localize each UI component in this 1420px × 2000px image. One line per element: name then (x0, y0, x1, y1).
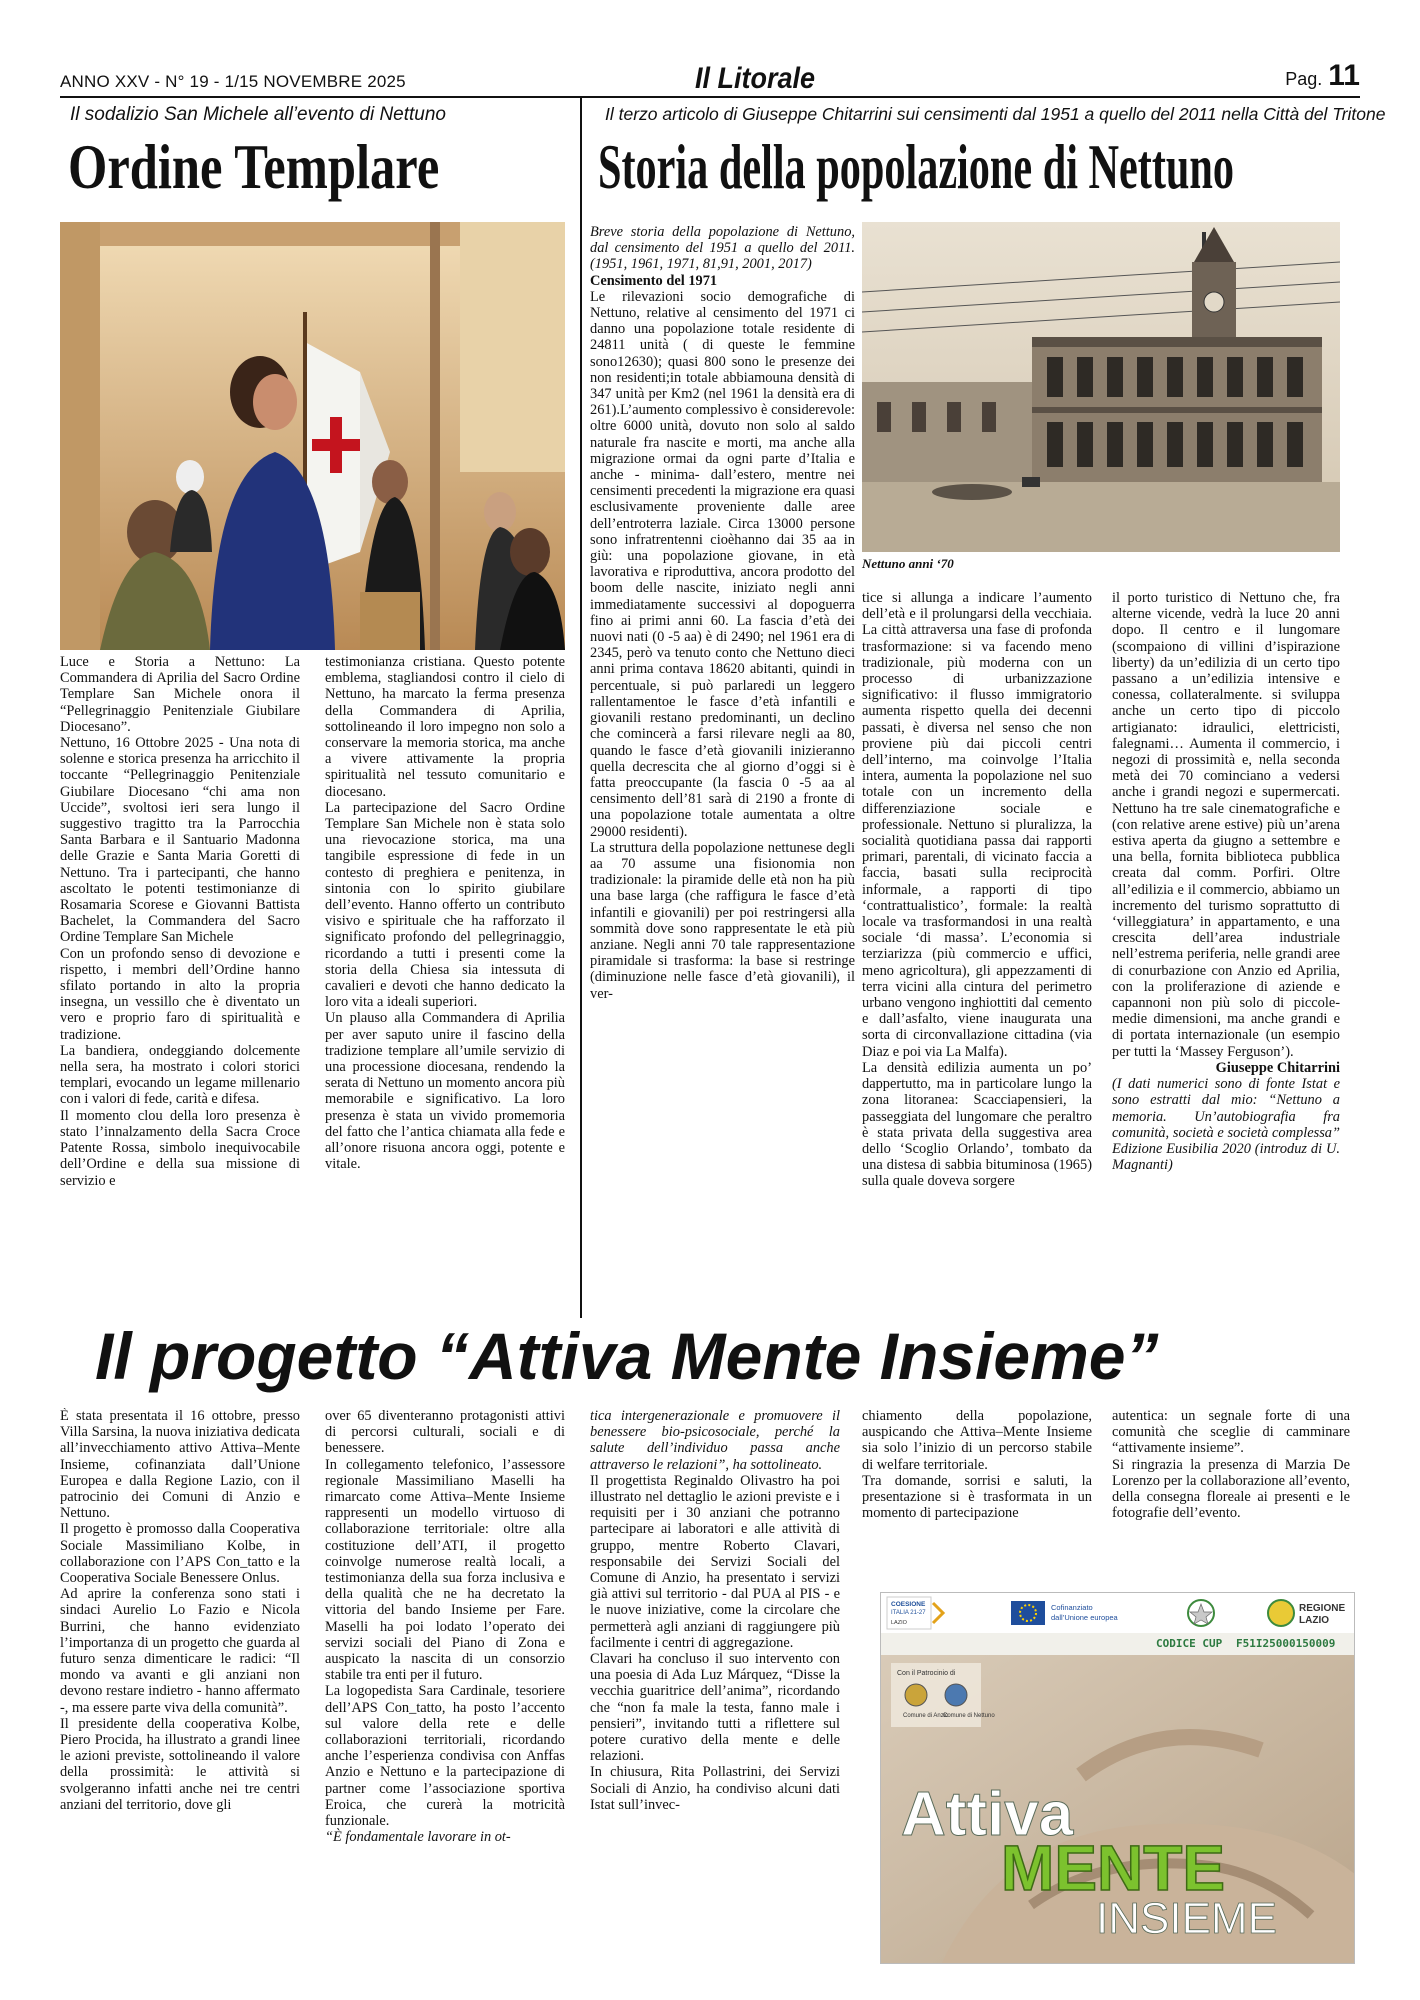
svg-text:Comune di Anzio: Comune di Anzio (903, 1713, 949, 1719)
svg-text:COESIONE: COESIONE (891, 1601, 926, 1608)
svg-text:LAZIO: LAZIO (891, 1620, 907, 1626)
page-number: Pag. 11 (1285, 59, 1360, 92)
paragraph: Un plauso alla Commandera di Aprilia per aver saputo unire il fascino della tradizione templare all’umile servizio di una processione diocesana, rendendo la serata di Nettuno un momento ancora più memorabile e significativo. La loro presenza è stata un vivido promemoria del fatto che l’antica chiamata alla fede e all’onore risuona ancora oggi, potente e vitale. (325, 1010, 565, 1173)
eu-flag-logo (1011, 1601, 1119, 1625)
attiva-column-4 (862, 1408, 1092, 1588)
coesione-logo (887, 1597, 943, 1629)
paragraph: In collegamento telefonico, l’assessore regionale Massimiliano Maselli ha rimarcato come Attiva–Mente Insieme rappresenti un modello virtuoso di collaborazione territoriale: oltre alla costituzione dell’ATI, il progetto coinvolge numerose realtà locali, a testimonianza della sua forza inclusiva e della qualità che ne ha decretato la vittoria del bando Insieme per Fare. Maselli ha poi lodato l’operato dei servizi sociali del Piano di Zona e auspicato la nascita di un consorzio stabile tra enti per il futuro. (325, 1456, 565, 1684)
attiva-headline: Il progetto “Attiva Mente Insieme” (95, 1319, 1159, 1393)
paragraph: In chiusura, Rita Pollastrini, dei Servizi Sociali di Anzio, ha condiviso alcuni dati Istat sull’invec- (590, 1764, 840, 1813)
popolazione-column-3 (1112, 590, 1340, 1314)
cup-bar (881, 1633, 1354, 1655)
logo-strip (881, 1593, 1354, 1633)
templare-column-2 (325, 654, 565, 1316)
paragraph: autentica: un segnale forte di una comunità che sceglie di camminare “attivamente insieme”. (1112, 1408, 1350, 1457)
paragraph: Le rilevazioni socio demografiche di Nettuno, relative al censimento del 1971 ci danno una popolazione totale residente di 24811 unità ( di queste le femmine sono12630); quasi 800 sono le presenze dei non residenti;in totale abbiamouna densità di 347 unità per Km2 (nel 1961 la densità era di 261).L’aumento complessivo è considerevole: oltre 6000 unità, dovuto non solo al saldo naturale fra nascite e morti, ma anche alla migrazione ormai da ogni parte d’Italia e anche - minima- dall’estero, mentre nei censimenti precedenti la migrazione era quasi esclusivamente proveniente dalle aree dell’entroterra laziale. Circa 13000 persone sono infratrentenni cioèhanno dai 35 aa in giù: una popolazione giovane, in età lavorativa e riproduttiva, ancora prodotto del boom delle nascite, iniziato negli anni immediatamente successivi al dopoguerra fino ai primi anni 60. La fascia d’età dei nuovi nati (0 -5 aa) è di 2490; nel 1961 era di 2345, però va tenuto conto che Nettuno dieci anni prima contava 18620 abitanti, quindi in percentuale, si può parlaredi un leggero rallentamentoe le fasce d’età infantili e giovanili restano predominanti, un declino che comincerà a farsi rilevare negli aa 80, quando le fasce d’età giovanili inizieranno quella decrescita che al giorno d’oggi si è fatta preoccupante (la fascia 0 -5 aa al censimento dell’81 sarà di 2190 a fronte di una popolazione totale aumentata a oltre 29000 residenti). (590, 288, 855, 840)
issue-line: ANNO XXV - N° 19 - 1/15 NOVEMBRE 2025 (60, 72, 406, 91)
paragraph: Luce e Storia a Nettuno: La Commandera di Aprilia del Sacro Ordine Templare San Michele onora il “Pellegrinaggio Penitenziale Giubilare Diocesano”. (60, 654, 300, 735)
paragraph: over 65 diventeranno protagonisti attivi di percorsi culturali, sociali e di benessere. (325, 1408, 565, 1457)
attiva-column-1 (60, 1408, 300, 1968)
paragraph: tica intergenerazionale e promuovere il benessere bio-psicosociale, perché la salute dell’individuo passa anche attraverso le relazioni”, ha sottolineato. (590, 1408, 840, 1473)
popolazione-column-1 (590, 224, 855, 1314)
paragraph: “È fondamentale lavorare in ot- (325, 1829, 511, 1846)
cup-code: F51I25000150009 (1236, 1637, 1336, 1650)
column-divider (580, 98, 582, 1318)
paragraph: Con un profondo senso di devozione e rispetto, i membri dell’Ordine hanno sfilato portando in alto la propria insegna, un vessillo che è diventato un vero e proprio faro di spiritualità e tradizione. (60, 945, 300, 1043)
popolazione-kicker: Il terzo articolo di Giuseppe Chitarrini sui censimenti dal 1951 a quello del 2011 nella Città del Tritone (605, 104, 1386, 124)
nettuno-photo (862, 222, 1340, 552)
regione-lazio-logo (1268, 1600, 1345, 1626)
word-mente: MENTE (1001, 1832, 1225, 1904)
paragraph: La logopedista Sara Cardinale, tesoriere dell’APS Con_tatto, ha posto l’accento sul valore della rete e delle collaborazioni territoriali, ricordando anche l’esperienza condivisa con Anffas Anzio e Nettuno e la partecipazione di partner come l’associazione sportiva Eroica, che curerà la motricità funzionale. (325, 1683, 565, 1830)
popolazione-column-2 (862, 590, 1092, 1314)
paragraph: Il momento clou della loro presenza è stato l’innalzamento della Sacra Croce Patente Rossa, simbolo inequivocabile dell’Ordine e della sua missione di servizio e (60, 1107, 300, 1189)
paragraph: La struttura della popolazione nettunese degli aa 70 assume una fisionomia non tradizionale: la piramide delle età non ha più una base larga (che raffigura le fasce d’età infantili e giovanili) per poi restringersi alla sommità dove sono rappresentate le età più anziane. Negli anni 70 tale rappresentazione piramidale si trasforma: la base si restringe (diminuzione nelle fasce d’età giovanili), il ver- (590, 839, 855, 1002)
paragraph: Il progettista Reginaldo Olivastro ha poi illustrato nel dettaglio le azioni previste e i requisiti per i 30 anziani che potranno partecipare ai laboratori e alle attività di gruppo, mentre Roberto Clavari, responsabile dei Servizi Sociali del Comune di Anzio, ha presentato i servizi già attivi sul territorio - dal PUA al PIS - e le nuove iniziative, come la circolare che permetterà agli anziani di raggiungere più facilmente i centri di aggregazione. (590, 1472, 840, 1651)
cup-label: CODICE CUP (1156, 1637, 1223, 1650)
svg-text:LAZIO: LAZIO (1299, 1615, 1329, 1626)
subhead: Censimento del 1971 (590, 272, 718, 289)
svg-text:REGIONE: REGIONE (1299, 1603, 1346, 1614)
attiva-mente-banner (880, 1592, 1355, 1964)
svg-text:ITALIA 21-27: ITALIA 21-27 (891, 1610, 926, 1616)
templare-column-1 (60, 654, 300, 1316)
word-attiva: Attiva (901, 1780, 1074, 1849)
paragraph: È stata presentata il 16 ottobre, presso Villa Sarsina, la nuova iniziativa dedicata all’invecchiamento attivo Attiva–Mente Insieme, cofinanziata dall’Unione Europea e dalla Regione Lazio, con il patrocinio dei Comuni di Anzio e Nettuno. (60, 1408, 300, 1522)
masthead (60, 59, 1360, 96)
templare-headline: Ordine Templare (68, 131, 440, 202)
templare-kicker: Il sodalizio San Michele all’evento di Nettuno (70, 104, 446, 125)
svg-text:Cofinanziato: Cofinanziato (1051, 1603, 1093, 1612)
paragraph: Nettuno, 16 Ottobre 2025 - Una nota di solenne e storica presenza ha arricchito il toccante “Pellegrinaggio Penitenziale Giubilare Diocesano “chi ama non Uccide”, svoltosi ieri sera lungo il suggestivo tragitto tra la Parrocchia Santa Barbara e il Santuario Madonna delle Grazie e Santa Maria Goretti di Nettuno. Tra i partecipanti, che hanno ascoltato le potenti testimonianze di Rosamaria Scorese e Giovanni Battista Bachelet, la Commandera del Sacro Ordine Templare San Michele (60, 735, 300, 946)
author-signature: Giuseppe Chitarrini (1215, 1059, 1340, 1076)
paragraph: tice si allunga a indicare l’aumento dell’età e il prolungarsi della vecchiaia. La città attraversa una fase di profonda trasformazione: si va facendo meno tradizionale, più moderna con un processo di urbanizzazione significativo: il flusso immigratorio aumenta rispetto quella dei decenni passati, è diversa nel senso che non proviene più dai piccoli centri dell’interno, ma coinvolge l’Italia intera, aumenta la popolazione nel suo totale con un incremento della differenziazione sociale e professionale. Nettuno si pluralizza, la socialità quotidiana passa dai rapporti primari, parentali, di vicinato faccia a faccia, basati sulla reciprocità informale, a rapporti di tipo ‘contrattualistico’, formale: la realtà locale va trasformandosi in una realtà sociale ‘di massa’. L’economia si terziarizza (più commercio e uffici, meno agricoltura), gli appezzamenti di terra vicini alla cintura del perimetro urbano vengono inghiottiti dal cemento e dall’asfalto, viene inaugurata una sorta di circonvallazione cittadina (via Diaz e poi via La Malfa). (862, 590, 1092, 1060)
newspaper-brand: Il Litorale (695, 62, 816, 95)
paragraph: Il presidente della cooperativa Kolbe, Piero Procida, ha illustrato a grandi linee le azioni previste, sottolineando il valore della prossimità: le attività si svolgeranno infatti anche nei tre centri anziani del territorio, dove gli (60, 1715, 300, 1813)
paragraph: La densità edilizia aumenta un po’ dappertutto, ma in particolare lungo la zona litoranea: Scacciapensieri, la passeggiata del lungomare che peraltro è stata privata della suggestiva area dello ‘Scoglio Orlando’, tombato da una distesa di sabbia bituminosa (1965) sulla quale doveva sorgere (862, 1059, 1092, 1190)
intro: Breve storia della popolazione di Nettuno, dal censimento del 1951 a quello del 2011. (1951, 1961, 1971, 81,91, 2001, 2017) (590, 224, 855, 273)
paragraph: La partecipazione del Sacro Ordine Templare San Michele non è stata solo una rievocazione storica, ma una tangibile espressione di fede in un contesto di preghiera e penitenza, in sintonia con lo spirito giubilare dell’evento. Hanno offerto un contributo visivo e spirituale che ha rafforzato il significato profondo del pellegrinaggio, ricordando a tutti i presenti come la storia della Chiesa sia intessuta di cavalieri e devoti che hanno dedicato la loro vita a ideali superiori. (325, 799, 565, 1011)
banner-artwork (881, 1655, 1354, 1964)
svg-text:dall’Unione europea: dall’Unione europea (1051, 1613, 1118, 1622)
paragraph: Il progetto è promosso dalla Cooperativa Sociale Massimiliano Kolbe, in collaborazione con l’APS Con_tatto e la Cooperativa Sociale Benessere Onlus. (60, 1521, 300, 1587)
svg-text:Con il Patrocinio di: Con il Patrocinio di (897, 1670, 956, 1677)
popolazione-headline: Storia della popolazione di Nettuno (598, 131, 1234, 202)
top-rule (60, 96, 1360, 98)
paragraph: il porto turistico di Nettuno che, fra alterne vicende, vedrà la luce 20 anni dopo. Il centro e il lungomare (scompaiono di villini d’ispirazione liberty) da un’edilizia di un certo tipo passano a un’edilizia intensive e conessa, collateralmente. si sviluppa anche un certo tipo di piccolo artigianato: idraulici, elettricisti, falegnami… Aumenta il commercio, i negozi di prossimità e, nella seconda metà dei 70 cominciano a vedersi anche i grandi negozi e supermercati. Nettuno ha tre sale cinematografiche e (con relative arene estive) più un’arena estiva aperta da giugno a settembre e una bella, fornita biblioteca pubblica creata dal comm. Porfiri. Oltre all’edilizia e il commercio, abbiamo un incremento del turismo soprattutto di ‘villeggiatura’ in appartamento, e una crescita dell’area industriale nell’estrema periferia, nelle grandi aree di conurbazione con Anzio ed Aprilia, con la proliferazione di aziende e capannoni non più solo di piccole-medie dimensioni, ma anche grandi e di portata internazionale (un esempio per tutti la ‘Massey Ferguson’). (1112, 590, 1340, 1060)
paragraph: chiamento della popolazione, auspicando che Attiva–Mente Insieme sia solo l’inizio di un percorso stabile di welfare territoriale. (862, 1408, 1092, 1473)
photo-caption: Nettuno anni ‘70 (862, 556, 954, 571)
procession-photo (60, 222, 565, 650)
attiva-column-3 (590, 1408, 840, 1968)
paragraph: Clavari ha concluso il suo intervento con una poesia di Ada Luz Márquez, “Disse la vecchia guaritrice dell’anima”, ricordando che “non fa male la testa, fanno male i pensieri”, invitando tutti a riflettere sul potere curativo della mente e delle relazioni. (590, 1651, 840, 1765)
paragraph: testimonianza cristiana. Questo potente emblema, stagliandosi contro il cielo di Nettuno, ha marcato la ferma presenza della Commandera di Aprilia, sottolineando il loro impegno non solo a conservare la memoria storica, ma anche a vivere attivamente la propria spiritualità nel tessuto comunitario e diocesano. (325, 654, 565, 800)
paragraph: Ad aprire la conferenza sono stati i sindaci Aurelio Lo Fazio e Nicola Burrini, che hanno evidenziato l’importanza di un progetto che guarda al futuro senza dimenticare le radici: “Il mondo va avanti e gli anziani non devono restare indietro - hanno affermato -, ma essere parte viva della comunità”. (60, 1586, 300, 1716)
attiva-column-2 (325, 1408, 565, 1968)
attiva-column-5 (1112, 1408, 1350, 1588)
paragraph: Tra domande, sorrisi e saluti, la presentazione si è trasformata in un momento di partecipazione (862, 1472, 1092, 1522)
paragraph: Si ringrazia la presenza di Marzia De Lorenzo per la collaborazione all’evento, della consegna floreale ai presenti e le fotografie dell’evento. (1112, 1456, 1350, 1522)
source-note: (I dati numerici sono di fonte Istat e sono estratti dal mio: “Nettuno a memoria. Un’autobiografia fra comunità, società e società complessa” Edizione Eusibilia 2020 (introduz di U. Magnanti) (1112, 1076, 1340, 1174)
word-insieme: INSIEME (1096, 1894, 1277, 1943)
svg-text:Comune di Nettuno: Comune di Nettuno (943, 1713, 995, 1719)
republic-emblem (1188, 1600, 1214, 1626)
paragraph: La bandiera, ondeggiando dolcemente nella sera, ha mostrato i colori storici templari, evocando un legame millenario con i valori di fede, carità e difesa. (60, 1042, 300, 1108)
